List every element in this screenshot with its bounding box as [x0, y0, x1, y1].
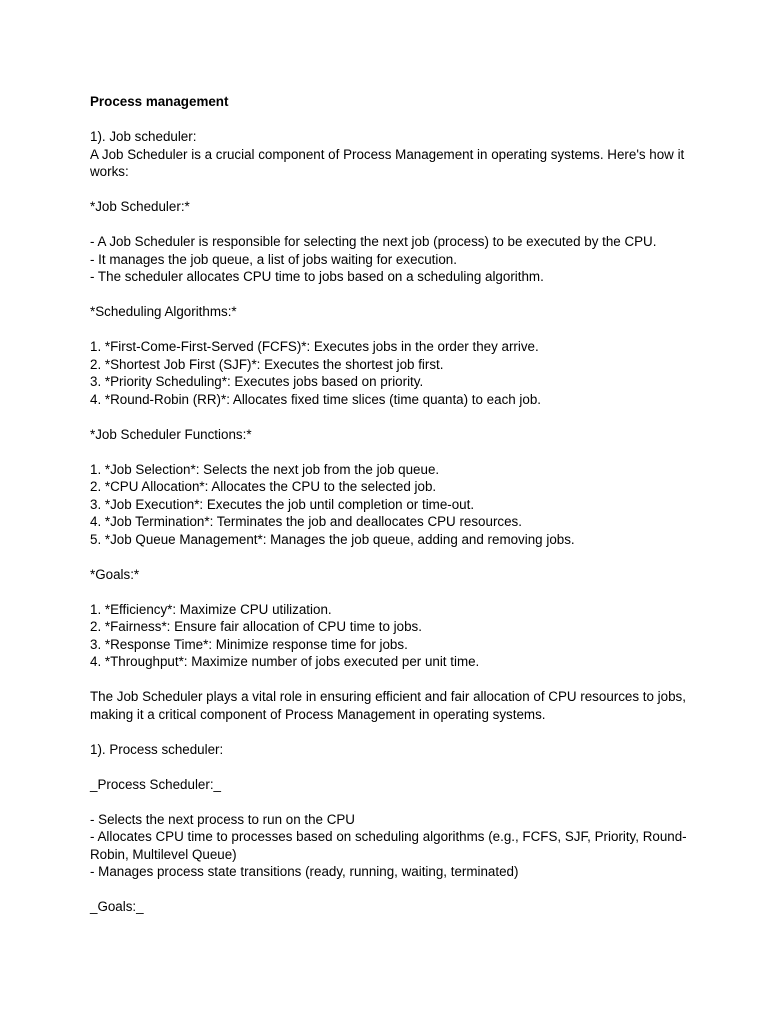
list-item: 4. *Job Termination*: Terminates the job and deallocates CPU resources.: [90, 514, 522, 529]
list-item: 5. *Job Queue Management*: Manages the job queue, adding and removing jobs.: [90, 531, 575, 547]
list-item: - A Job Scheduler is responsible for selecting the next job (process) to be executed by the CPU.: [90, 234, 657, 249]
list-item: 3. *Job Execution*: Executes the job until completion or time-out.: [90, 496, 475, 512]
list-item: - It manages the job queue, a list of jobs waiting for execution.: [90, 251, 457, 267]
spacer: [90, 583, 690, 601]
list-item: - Selects the next process to run on the CPU: [90, 811, 355, 827]
spacer: [90, 548, 690, 566]
process-goals-heading: _Goals:_: [90, 899, 144, 914]
list-item: 1. *First-Come-First-Served (FCFS)*: Executes jobs in the order they arrive.: [90, 339, 539, 354]
spacer: [90, 111, 690, 129]
spacer: [90, 443, 690, 461]
spacer: [90, 321, 690, 339]
spacer: [90, 286, 690, 304]
list-item: - Allocates CPU time to processes based on scheduling algorithms (e.g., FCFS, SJF, Priority, Round-Robin, Multilevel Queue): [90, 829, 687, 862]
list-item: 4. *Round-Robin (RR)*: Allocates fixed time slices (time quanta) to each job.: [90, 391, 542, 407]
intro-paragraph: A Job Scheduler is a crucial component of Process Management in operating systems. Here's how it works:: [90, 146, 685, 179]
spacer: [90, 408, 690, 426]
spacer: [90, 793, 690, 811]
spacer: [90, 881, 690, 899]
document-title: Process management: [90, 94, 229, 109]
document-body: [90, 93, 690, 916]
list-item: 1. *Efficiency*: Maximize CPU utilization.: [90, 601, 332, 617]
job-scheduler-functions-heading: *Job Scheduler Functions:*: [90, 426, 252, 442]
section-heading-process-scheduler: 1). Process scheduler:: [90, 741, 224, 757]
list-item: 3. *Response Time*: Minimize response time for jobs.: [90, 636, 408, 652]
process-scheduler-heading: _Process Scheduler:_: [90, 776, 222, 792]
conclusion-paragraph: The Job Scheduler plays a vital role in ensuring efficient and fair allocation of CPU resources to jobs, making it a critical component of Process Management in operating systems.: [90, 689, 686, 722]
list-item: - Manages process state transitions (ready, running, waiting, terminated): [90, 864, 519, 879]
spacer: [90, 723, 690, 741]
list-item: 3. *Priority Scheduling*: Executes jobs based on priority.: [90, 374, 424, 389]
list-item: - The scheduler allocates CPU time to jobs based on a scheduling algorithm.: [90, 269, 544, 284]
list-item: 4. *Throughput*: Maximize number of jobs executed per unit time.: [90, 654, 480, 669]
list-item: 2. *Fairness*: Ensure fair allocation of CPU time to jobs.: [90, 619, 422, 634]
spacer: [90, 671, 690, 689]
scheduling-algorithms-heading: *Scheduling Algorithms:*: [90, 304, 237, 319]
job-scheduler-heading: *Job Scheduler:*: [90, 199, 190, 214]
section-heading-job-scheduler: 1). Job scheduler:: [90, 129, 197, 144]
spacer: [90, 758, 690, 776]
goals-heading: *Goals:*: [90, 566, 140, 582]
spacer: [90, 181, 690, 199]
list-item: 1. *Job Selection*: Selects the next job from the job queue.: [90, 461, 440, 477]
list-item: 2. *Shortest Job First (SJF)*: Executes the shortest job first.: [90, 356, 444, 372]
list-item: 2. *CPU Allocation*: Allocates the CPU to the selected job.: [90, 479, 437, 494]
spacer: [90, 216, 690, 234]
